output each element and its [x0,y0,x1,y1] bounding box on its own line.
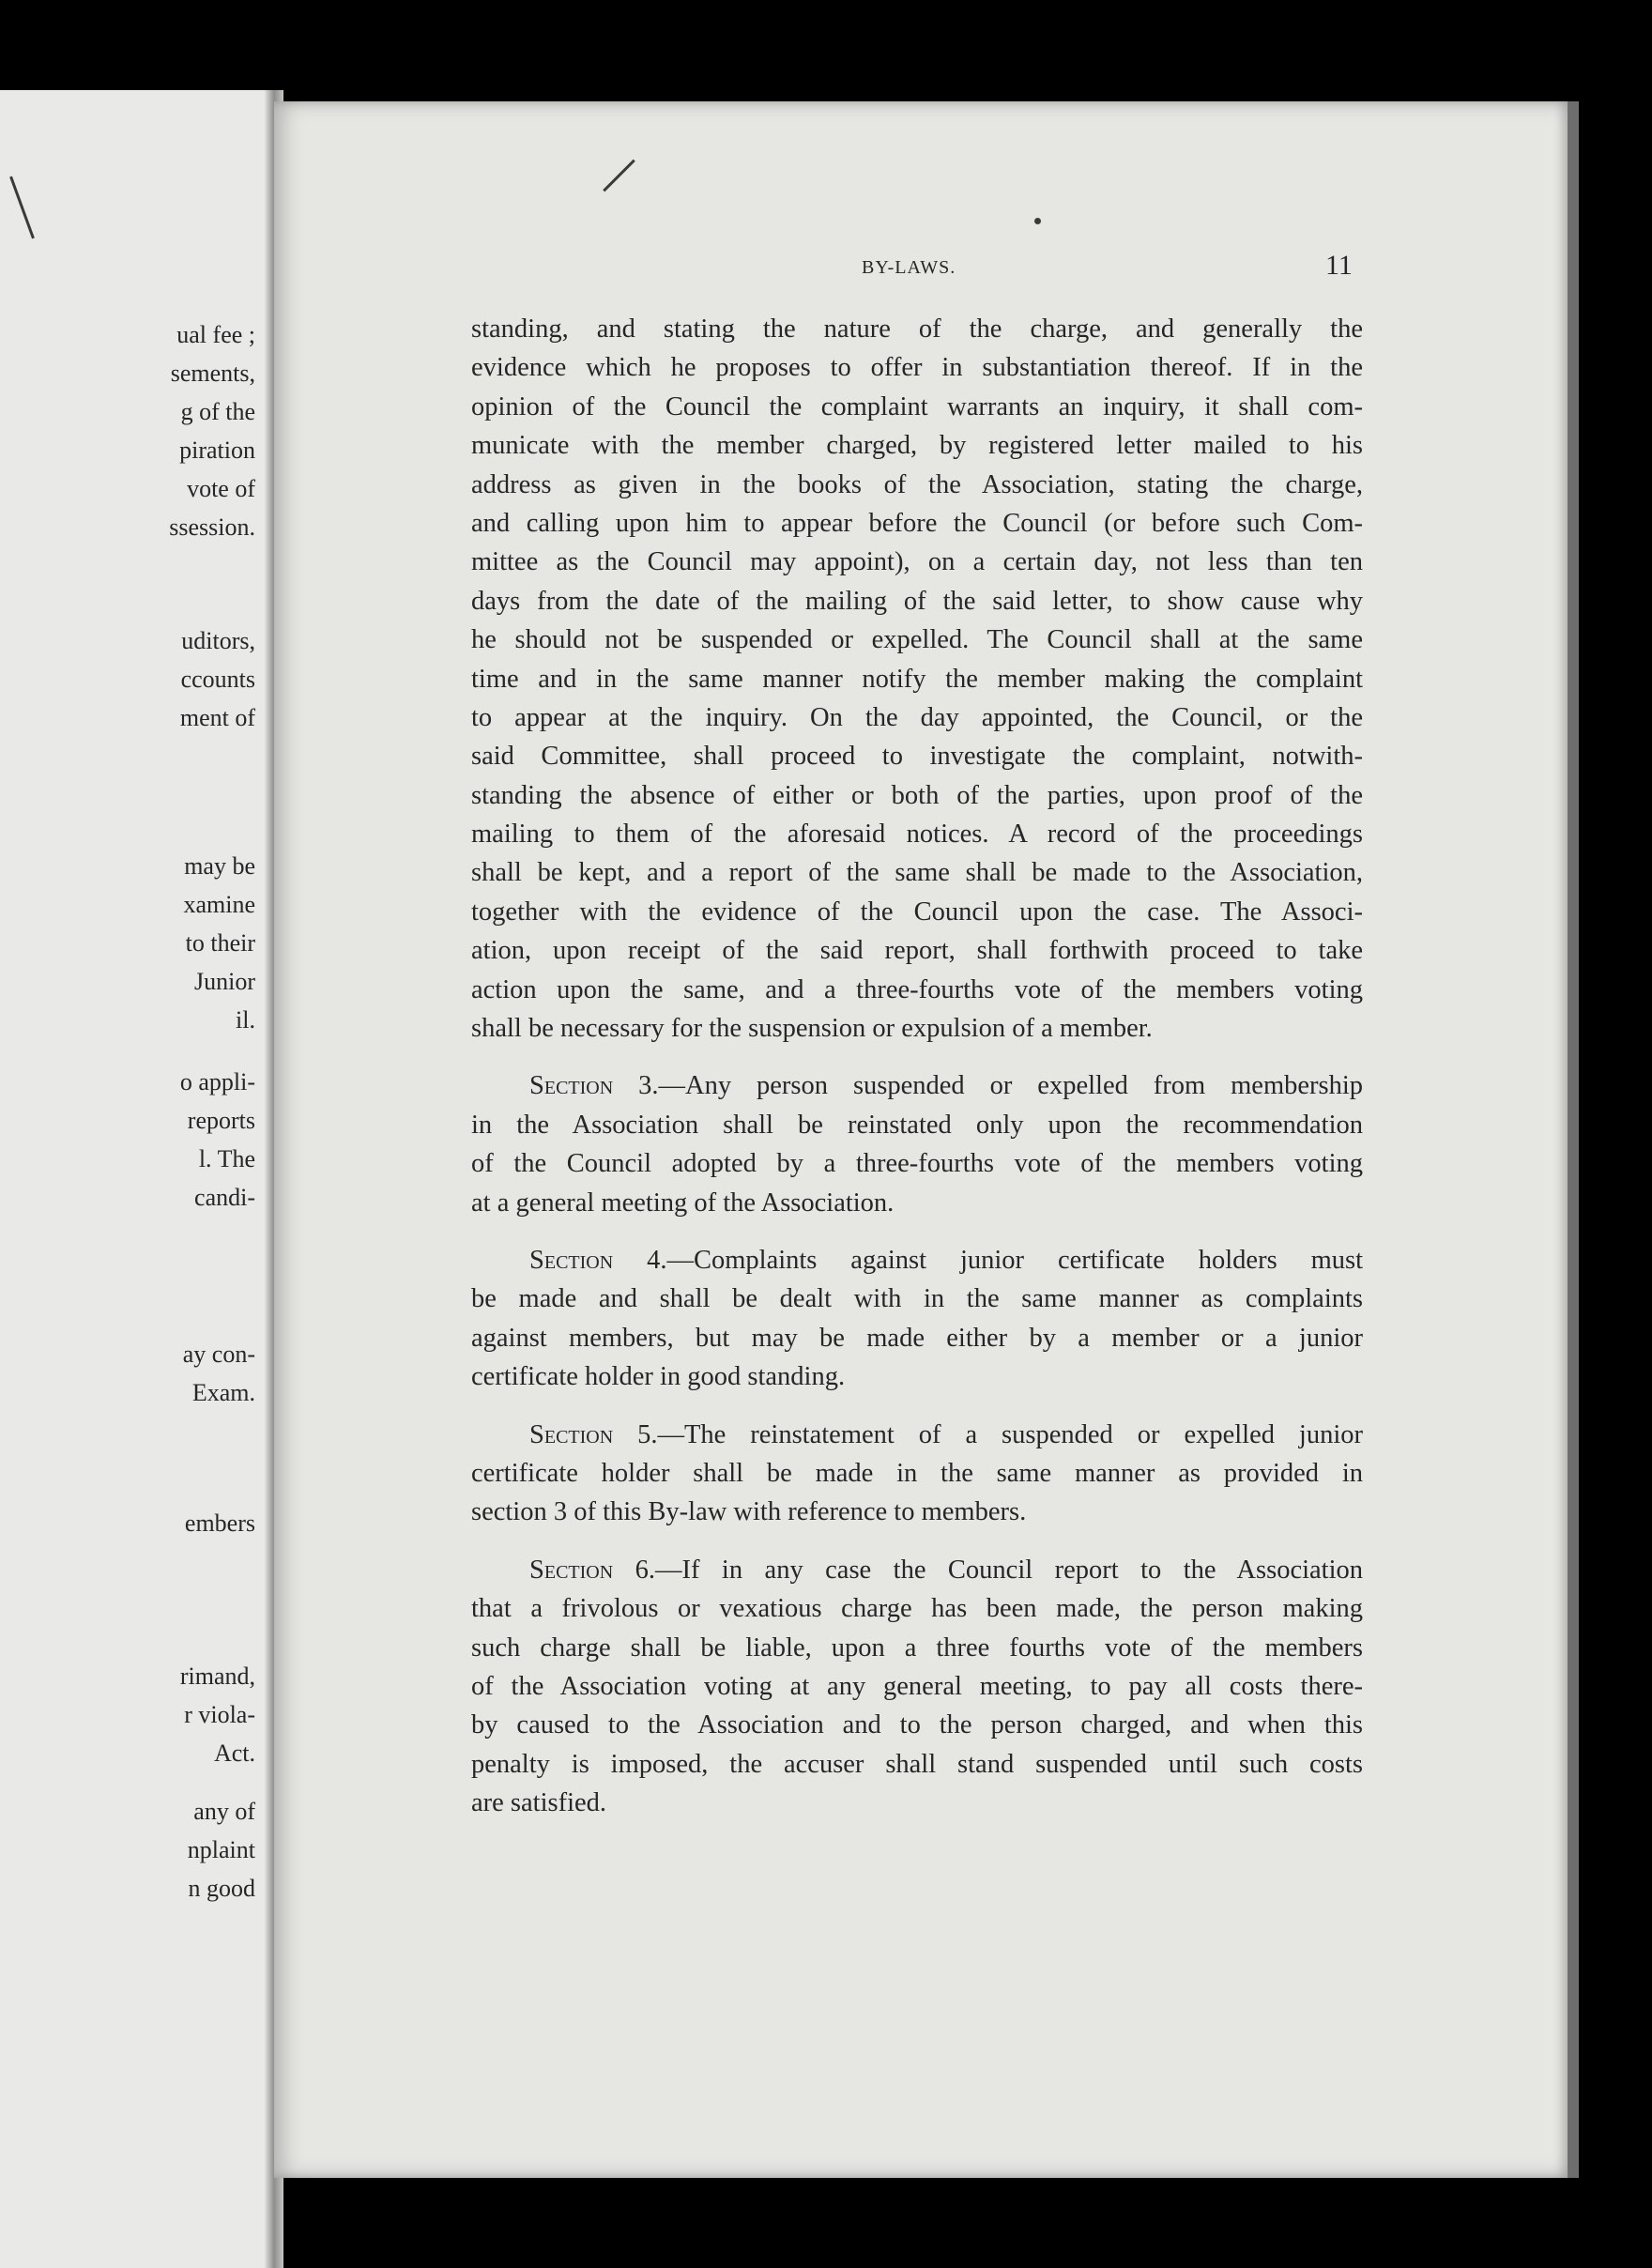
text-line: evidence which he proposes to offer in substantiation thereof. If in the [471,353,1363,383]
left-page-text-fragment: ssession. [169,513,255,541]
page-edge-shadow [1568,101,1579,2178]
paragraph-section-6 [471,1551,1363,1823]
text-line: be made and shall be dealt with in the same manner as complaints [471,1284,1363,1314]
text-line: standing the absence of either or both of the parties, upon proof of the [471,780,1363,810]
section-label: Section 3. [529,1071,659,1101]
left-page-text-fragment: vote of [187,475,255,502]
left-page-text-fragment: l. The [198,1145,255,1172]
left-page-text-fragment: ccounts [180,666,255,693]
left-page-text-fragment: o appli- [179,1068,255,1096]
text-line: opinion of the Council the complaint warrants an inquiry, it shall com- [471,391,1363,421]
left-page-text-fragment: candi- [194,1184,255,1211]
section-text: —Complaints against junior certificate holders must [666,1245,1363,1275]
page-body-text [471,310,1363,1841]
text-line [471,1066,1363,1105]
text-line: against members, but may be made either by a member or a junior [471,1323,1363,1353]
left-page-text-fragment: embers [184,1509,255,1537]
text-line: of the Council adopted by a three-fourths vote of the members voting [471,1149,1363,1179]
text-line: such charge shall be liable, upon a three fourths vote of the members [471,1632,1363,1663]
section-text: —The reinstatement of a suspended or expelled junior [657,1419,1364,1449]
left-page-text-fragment: ual fee ; [176,321,255,348]
left-page-fragment [0,90,272,2268]
left-page-text-fragment: il. [236,1006,255,1034]
left-page-text-fragment: any of [193,1798,255,1825]
text-line: shall be kept, and a report of the same shall be made to the Association, [471,858,1363,888]
text-line: to appear at the inquiry. On the day appointed, the Council, or the [471,702,1363,732]
text-line: standing, and stating the nature of the charge, and generally the [471,314,1363,344]
text-line: ation, upon receipt of the said report, shall forthwith proceed to take [471,936,1363,966]
left-page-text-fragment: piration [179,437,255,464]
text-line: and calling upon him to appear before the Council (or before such Com- [471,508,1363,538]
text-line: municate with the member charged, by registered letter mailed to his [471,431,1363,461]
left-page-text-fragment: xamine [183,891,255,918]
text-line: in the Association shall be reinstated only upon the recommendation [471,1110,1363,1140]
left-page-text-fragment: rimand, [179,1663,255,1690]
left-page-text-fragment: g of the [180,398,255,425]
text-line: are satisfied. [471,1788,607,1818]
text-line [471,1416,1363,1454]
paragraph-section-4 [471,1241,1363,1397]
pen-mark [9,176,35,239]
text-line: together with the evidence of the Council upon the case. The Associ- [471,896,1363,927]
text-line [471,1551,1363,1589]
section-text: —Any person suspended or expelled from membership [658,1071,1364,1101]
text-line: he should not be suspended or expelled. The Council shall at the same [471,625,1363,655]
text-line: of the Association voting at any general meeting, to pay all costs there- [471,1671,1363,1701]
text-line: said Committee, shall proceed to investigate the complaint, notwith- [471,742,1363,772]
page-number: 11 [1325,250,1353,281]
text-line: shall be necessary for the suspension or expulsion of a member. [471,1014,1153,1044]
text-line: at a general meeting of the Association. [471,1188,895,1218]
text-line: that a frivolous or vexatious charge has been made, the person making [471,1594,1363,1624]
section-label: Section 6. [529,1555,655,1585]
text-line: mailing to them of the aforesaid notices. A record of the proceedings [471,820,1363,850]
pen-mark [603,160,635,192]
text-line: mittee as the Council may appoint), on a certain day, not less than ten [471,547,1363,577]
left-page-text-fragment: Junior [194,968,255,995]
text-line: action upon the same, and a three-fourths vote of the members voting [471,974,1363,1004]
text-line: certificate holder in good standing. [471,1362,846,1392]
left-page-text-fragment: Act. [213,1739,255,1767]
left-page-text-fragment: nplaint [187,1836,255,1863]
left-page-text-fragment: r viola- [184,1701,255,1728]
left-page-text-fragment: Exam. [191,1379,255,1406]
left-page-text-fragment: ment of [179,704,255,731]
paragraph-section-3 [471,1066,1363,1222]
text-line: penalty is imposed, the accuser shall stand suspended until such costs [471,1749,1363,1779]
running-head: BY-LAWS. [862,257,956,278]
section-label: Section 4. [529,1245,667,1275]
text-line: time and in the same manner notify the member making the complaint [471,664,1363,694]
left-page-text-fragment: to their [185,929,255,957]
text-line: days from the date of the mailing of the said letter, to show cause why [471,586,1363,616]
left-page-text-fragment: ay con- [182,1341,255,1368]
left-page-text-fragment: reports [187,1107,255,1134]
left-page-text-fragment: sements, [170,360,255,387]
section-text: —If in any case the Council report to the Association [655,1555,1363,1585]
text-line: by caused to the Association and to the person charged, and when this [471,1710,1363,1740]
ink-speck [1034,218,1041,224]
left-page-text-fragment: may be [184,852,255,880]
paragraph-section-5 [471,1416,1363,1532]
text-line: address as given in the books of the Association, stating the charge, [471,469,1363,499]
text-line: section 3 of this By-law with reference to members. [471,1497,1027,1527]
left-page-text-fragment: uditors, [181,627,255,654]
left-page-text-fragment: n good [188,1875,255,1902]
text-line [471,1241,1363,1280]
paragraph-complaint-procedure [471,310,1363,1048]
text-line: certificate holder shall be made in the same manner as provided in [471,1458,1363,1488]
section-label: Section 5. [529,1419,658,1449]
